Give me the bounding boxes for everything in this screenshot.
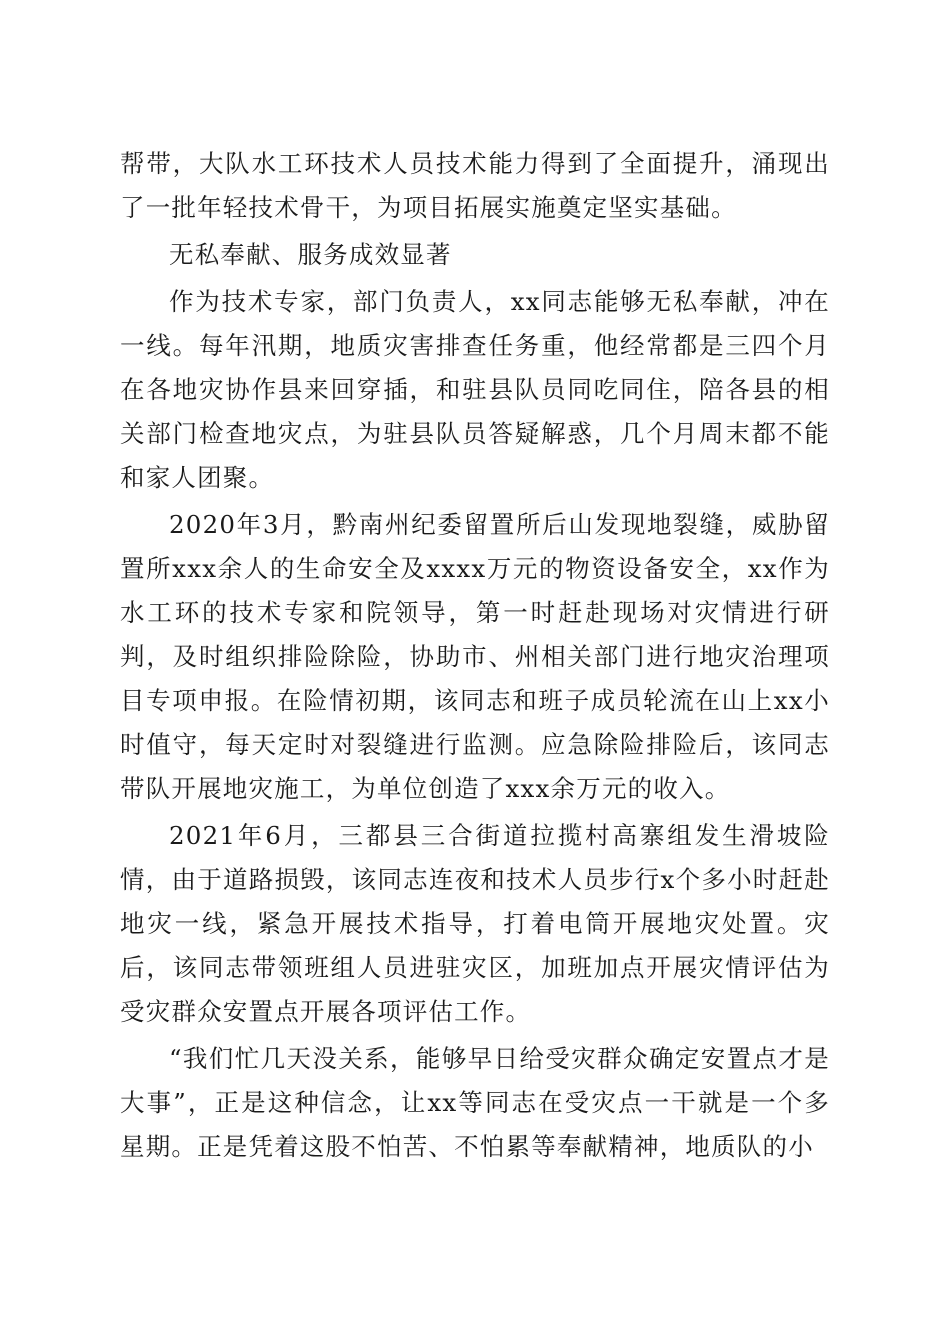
paragraph: 作为技术专家，部门负责人，xx同志能够无私奉献，冲在一线。每年汛期，地质灾害排查任务重，他经常都是三四个月在各地灾协作县来回穿插，和驻县队员同吃同住，陪各县的相关部门检查地灾点，为驻县队员答疑解惑，几个月周末都不能和家人团聚。 <box>120 287 830 492</box>
paragraph: 2021年6月，三都县三合街道拉揽村高寨组发生滑坡险情，由于道路损毁，该同志连夜和技术人员步行x个多小时赶赴地灾一线，紧急开展技术指导，打着电筒开展地灾处置。灾后，该同志带领班组人员进驻灾区，加班加点开展灾情评估为受灾群众安置点开展各项评估工作。 <box>120 821 830 1026</box>
paragraph: 2020年3月，黔南州纪委留置所后山发现地裂缝，威胁留置所xxx余人的生命安全及xxxx万元的物资设备安全，xx作为水工环的技术专家和院领导，第一时赶赴现场对灾情进行研判，及时组织排险除险，协助市、州相关部门进行地灾治理项目专项申报。在险情初期，该同志和班子成员轮流在山上xx小时值守，每天定时对裂缝进行监测。应急除险排险后，该同志带队开展地灾施工，为单位创造了xxx余万元的收入。 <box>120 510 830 803</box>
paragraph-continuation: 帮带，大队水工环技术人员技术能力得到了全面提升，涌现出了一批年轻技术骨干，为项目拓展实施奠定坚实基础。 <box>120 149 830 222</box>
paragraph: “我们忙几天没关系，能够早日给受灾群众确定安置点才是大事”，正是这种信念，让xx等同志在受灾点一干就是一个多星期。正是凭着这股不怕苦、不怕累等奉献精神，地质队的小 <box>120 1044 830 1161</box>
document-body <box>120 142 830 1172</box>
section-heading: 无私奉献、服务成效显著 <box>169 240 452 269</box>
